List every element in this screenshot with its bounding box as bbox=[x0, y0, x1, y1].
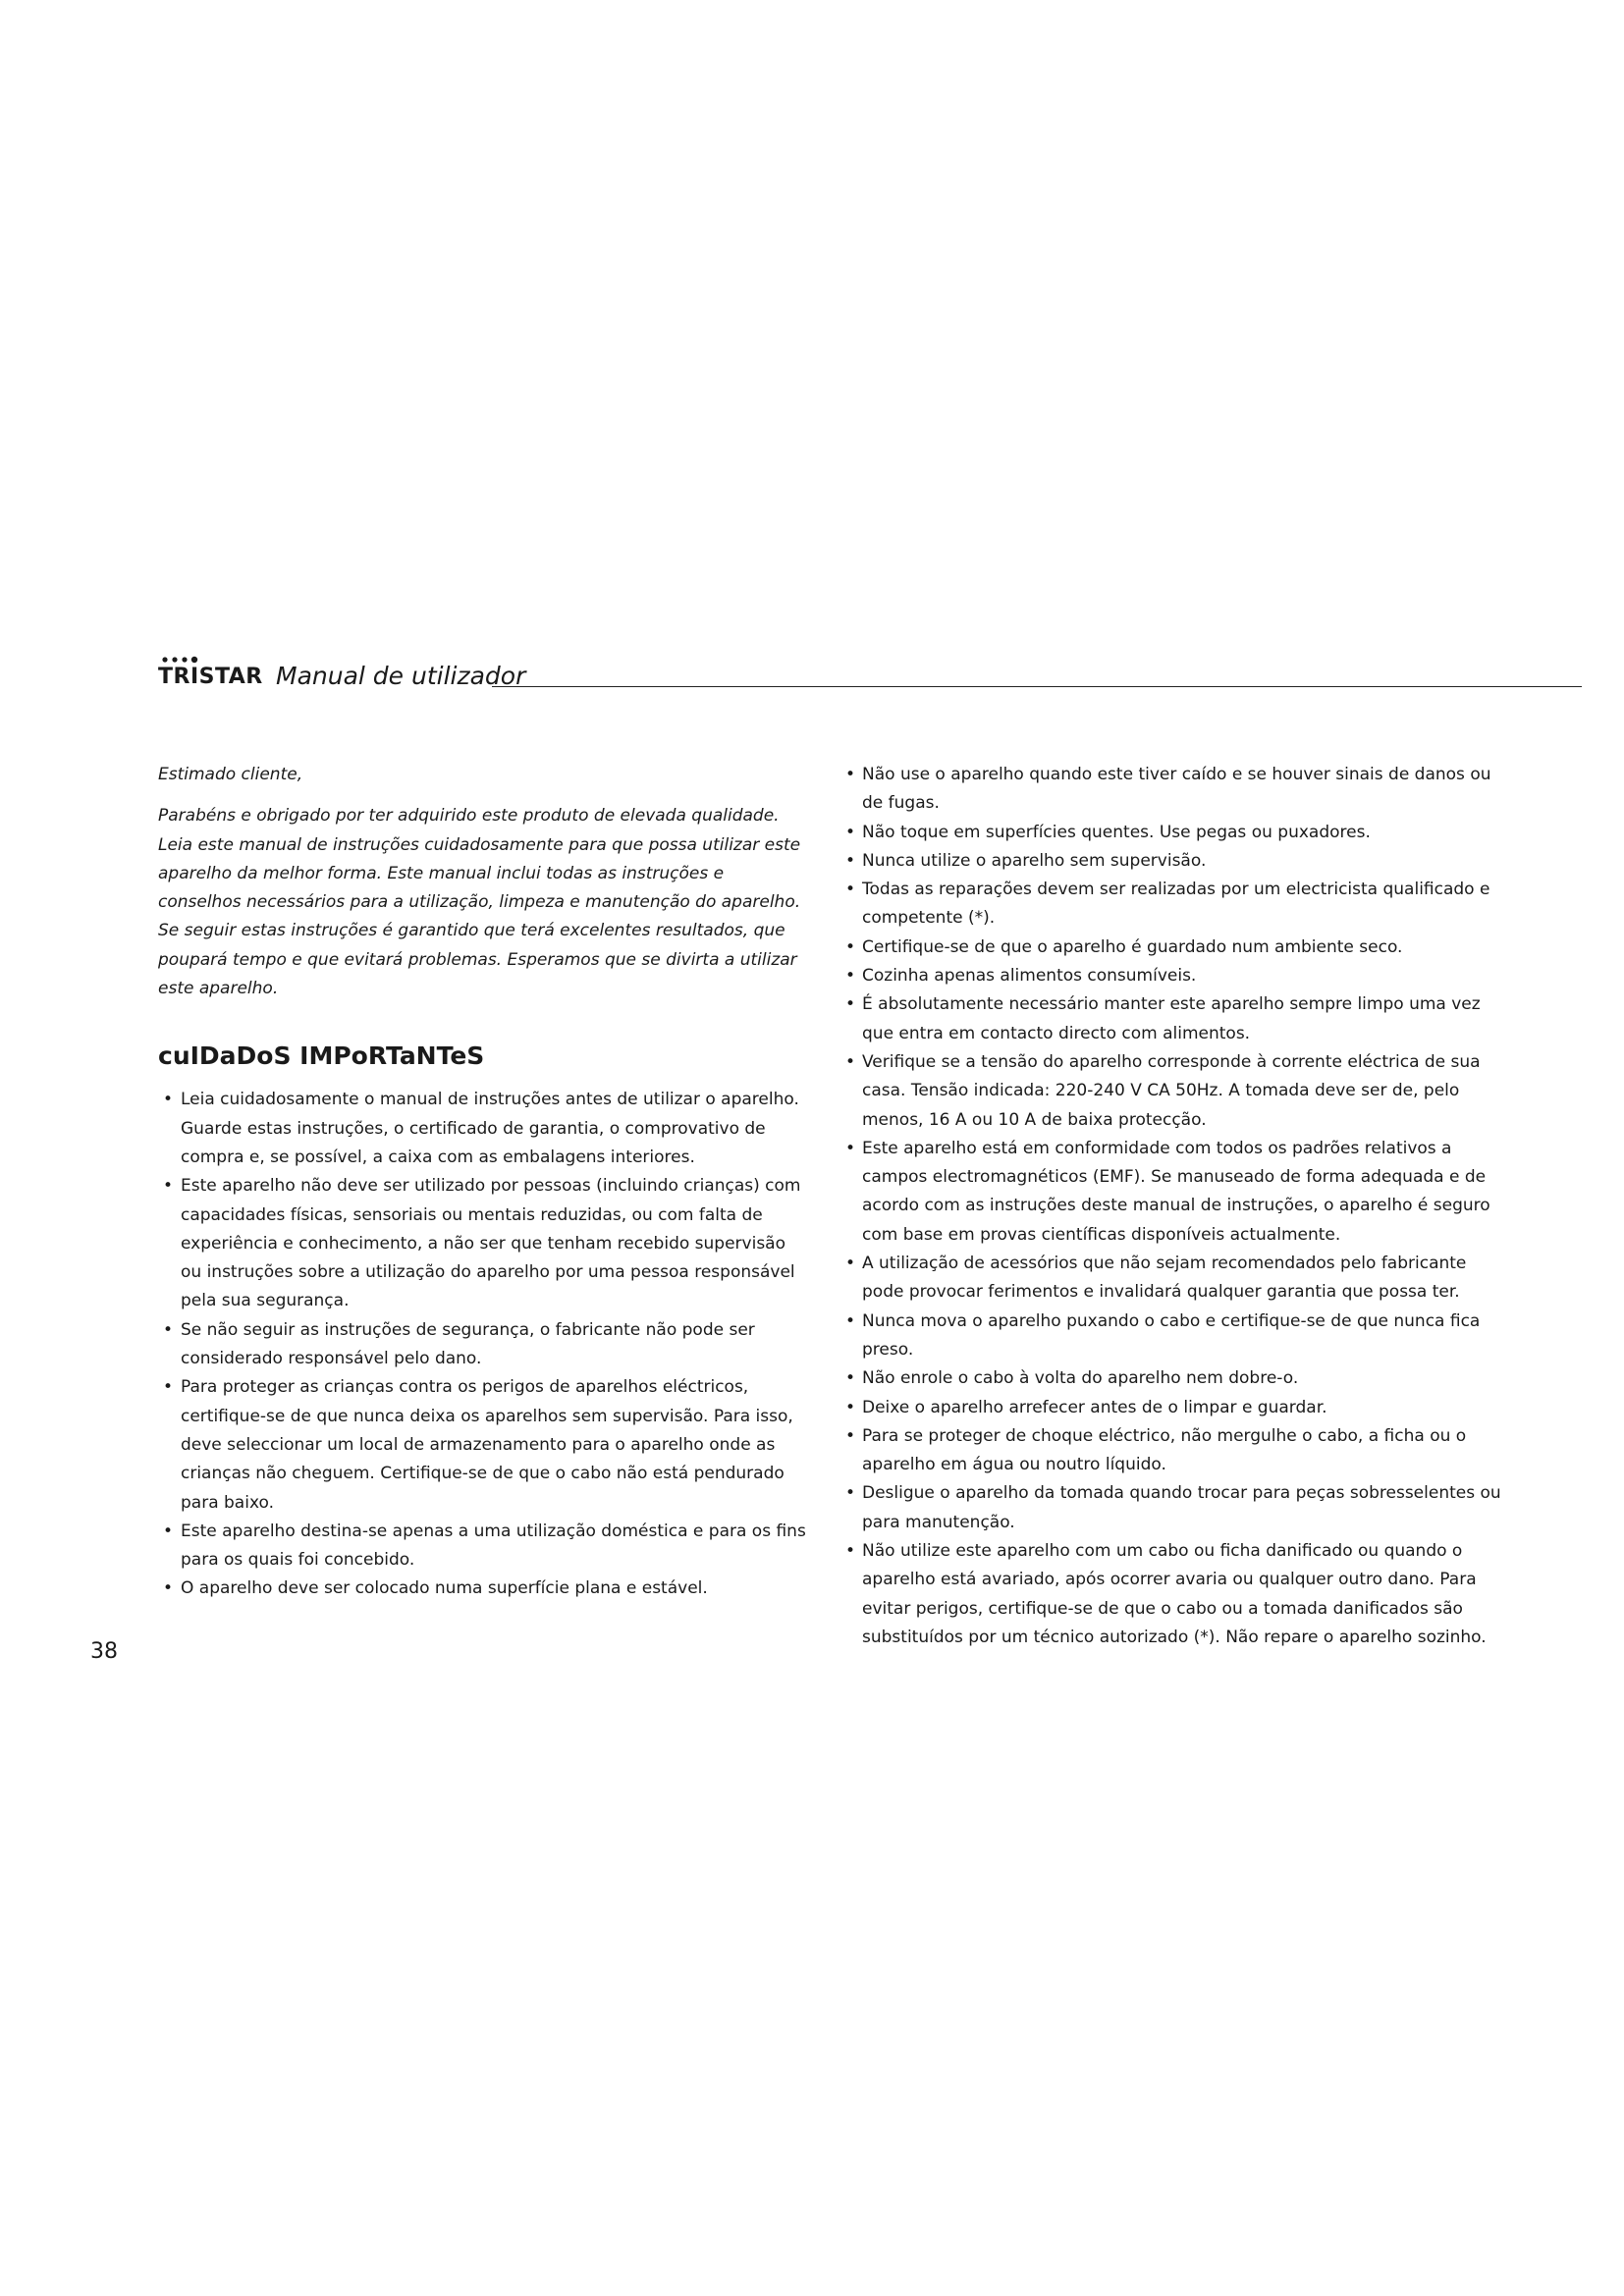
right-column bbox=[840, 761, 1508, 1652]
bullet-icon: • bbox=[163, 1090, 174, 1110]
list-item-text: Este aparelho não deve ser utilizado por pessoas (incluindo crianças) com capacidades físicas, sensoriais ou mentais reduzidas, ou com falta de experiência e conhecimento, a não ser que tenham recebido supervisão ou instruções sobre a utilização do aparelho por uma pessoa responsável pela sua segurança. bbox=[181, 1176, 801, 1311]
list-item-text: Para proteger as crianças contra os perigos de aparelhos eléctricos, certifique-se de que nunca deixa os aparelhos sem supervisão. Para isso, deve seleccionar um local de armazenamento para o aparelho onde as crianças não cheguem. Certifique-se de que o cabo não está pendurado para baixo. bbox=[181, 1377, 793, 1513]
list-item-text: Este aparelho está em conformidade com todos os padrões relativos a campos electromagnéticos (EMF). Se manuseado de forma adequada e de acordo com as instruções deste manual de instruções, o aparelho é seguro com base em provas científicas disponíveis actualmente. bbox=[862, 1138, 1490, 1245]
list-item-text: Cozinha apenas alimentos consumíveis. bbox=[862, 966, 1197, 987]
bullet-icon: • bbox=[163, 1319, 174, 1340]
list-item-text: Não utilize este aparelho com um cabo ou ficha danificado ou quando o aparelho está avariado, após ocorrer avaria ou qualquer outro dano. Para evitar perigos, certifique-se de que o cabo ou a tomada danificados são substituídos por um técnico autorizado (*). Não repare o aparelho sozinho. bbox=[862, 1541, 1487, 1647]
list-item bbox=[840, 847, 1508, 876]
list-item bbox=[840, 990, 1508, 1048]
list-item bbox=[158, 1172, 806, 1315]
bullet-icon: • bbox=[845, 880, 856, 900]
list-item-text: Não toque em superfícies quentes. Use pegas ou puxadores. bbox=[862, 822, 1371, 842]
page-number: 38 bbox=[90, 1639, 118, 1664]
list-item bbox=[158, 1086, 806, 1172]
intro-text bbox=[158, 761, 806, 1003]
list-item bbox=[840, 934, 1508, 962]
bullet-icon: • bbox=[845, 994, 856, 1015]
list-item bbox=[158, 1316, 806, 1374]
list-item-text: É absolutamente necessário manter este aparelho sempre limpo uma vez que entra em contacto directo com alimentos. bbox=[862, 994, 1481, 1043]
list-item-text: Verifique se a tensão do aparelho corresponde à corrente eléctrica de sua casa. Tensão indicada: 220-240 V CA 50Hz. A tomada deve ser de, pelo menos, 16 A ou 10 A de baixa protecção. bbox=[862, 1051, 1481, 1130]
logo-stars-icon bbox=[161, 656, 204, 664]
list-item-text: Se não seguir as instruções de segurança, o fabricante não pode ser considerado responsável pelo dano. bbox=[181, 1319, 755, 1369]
list-item bbox=[158, 1373, 806, 1517]
logo-wordmark: TRISTAR bbox=[158, 665, 263, 689]
bullet-icon: • bbox=[845, 1368, 856, 1389]
list-item bbox=[840, 1479, 1508, 1537]
list-item bbox=[840, 1364, 1508, 1393]
tristar-logo bbox=[158, 656, 272, 693]
bullet-icon: • bbox=[845, 1310, 856, 1331]
right-bullet-list bbox=[840, 761, 1508, 1652]
bullet-icon: • bbox=[845, 822, 856, 842]
list-item-text: Nunca utilize o aparelho sem supervisão. bbox=[862, 850, 1207, 871]
list-item-text: Certifique-se de que o aparelho é guardado num ambiente seco. bbox=[862, 936, 1403, 957]
list-item bbox=[158, 1575, 806, 1603]
bullet-icon: • bbox=[845, 966, 856, 987]
bullet-icon: • bbox=[845, 1051, 856, 1072]
list-item-text: Deixe o aparelho arrefecer antes de o limpar e guardar. bbox=[862, 1397, 1327, 1417]
list-item bbox=[158, 1518, 806, 1575]
bullet-icon: • bbox=[845, 850, 856, 871]
bullet-icon: • bbox=[845, 1138, 856, 1158]
list-item bbox=[840, 876, 1508, 934]
list-item-text: Não enrole o cabo à volta do aparelho nem dobre-o. bbox=[862, 1368, 1299, 1389]
list-item bbox=[840, 1394, 1508, 1422]
list-item bbox=[840, 1308, 1508, 1365]
bullet-icon: • bbox=[845, 1254, 856, 1274]
list-item-text: Este aparelho destina-se apenas a uma utilização doméstica e para os fins para os quais foi concebido. bbox=[181, 1521, 806, 1571]
bullet-icon: • bbox=[845, 1397, 856, 1417]
bullet-icon: • bbox=[163, 1176, 174, 1197]
list-item bbox=[840, 1422, 1508, 1480]
list-item-text: Nunca mova o aparelho puxando o cabo e certifique-se de que nunca fica preso. bbox=[862, 1310, 1481, 1360]
bullet-icon: • bbox=[163, 1377, 174, 1398]
header-title: Manual de utilizador bbox=[276, 662, 526, 690]
left-column bbox=[158, 761, 806, 1604]
list-item bbox=[840, 1537, 1508, 1652]
list-item-text: Leia cuidadosamente o manual de instruções antes de utilizar o aparelho. Guarde estas instruções, o certificado de garantia, o comprovativo de compra e, se possível, a caixa com as embalagens interiores. bbox=[181, 1090, 799, 1167]
bullet-icon: • bbox=[163, 1521, 174, 1541]
intro-greeting: Estimado cliente, bbox=[158, 765, 303, 784]
bullet-icon: • bbox=[163, 1578, 174, 1599]
bullet-icon: • bbox=[845, 1541, 856, 1562]
list-item bbox=[840, 819, 1508, 847]
section-title: cuIDaDoS IMPoRTaNTeS bbox=[158, 1041, 485, 1071]
page-header bbox=[158, 656, 1582, 693]
list-item-text: Desligue o aparelho da tomada quando trocar para peças sobresselentes ou para manutenção. bbox=[862, 1483, 1501, 1532]
bullet-icon: • bbox=[845, 1483, 856, 1504]
list-item bbox=[840, 1135, 1508, 1250]
list-item bbox=[840, 962, 1508, 990]
list-item bbox=[840, 1048, 1508, 1135]
list-item-text: A utilização de acessórios que não sejam recomendados pelo fabricante pode provocar ferimentos e invalidará qualquer garantia que possa ter. bbox=[862, 1254, 1467, 1303]
list-item-text: Para se proteger de choque eléctrico, não mergulhe o cabo, a ficha ou o aparelho em água ou noutro líquido. bbox=[862, 1425, 1467, 1475]
left-bullet-list bbox=[158, 1086, 806, 1603]
bullet-icon: • bbox=[845, 936, 856, 957]
list-item-text: Todas as reparações devem ser realizadas por um electricista qualificado e competente (*). bbox=[862, 880, 1490, 929]
intro-body: Parabéns e obrigado por ter adquirido este produto de elevada qualidade. Leia este manual de instruções cuidadosamente para que possa utilizar este aparelho da melhor forma. Este manual inclui todas as instruções e conselhos necessários para a utilização, limpeza e manutenção do aparelho. Se seguir estas instruções é garantido que terá excelentes resultados, que poupará tempo e que evitará problemas. Esperamos que se divirta a utilizar este aparelho. bbox=[158, 806, 801, 999]
list-item bbox=[840, 761, 1508, 819]
bullet-icon: • bbox=[845, 1425, 856, 1446]
list-item bbox=[840, 1250, 1508, 1308]
bullet-icon: • bbox=[845, 765, 856, 784]
list-item-text: Não use o aparelho quando este tiver caído e se houver sinais de danos ou de fugas. bbox=[862, 765, 1491, 814]
list-item-text: O aparelho deve ser colocado numa superfície plana e estável. bbox=[181, 1578, 708, 1599]
header-rule bbox=[492, 686, 1582, 687]
